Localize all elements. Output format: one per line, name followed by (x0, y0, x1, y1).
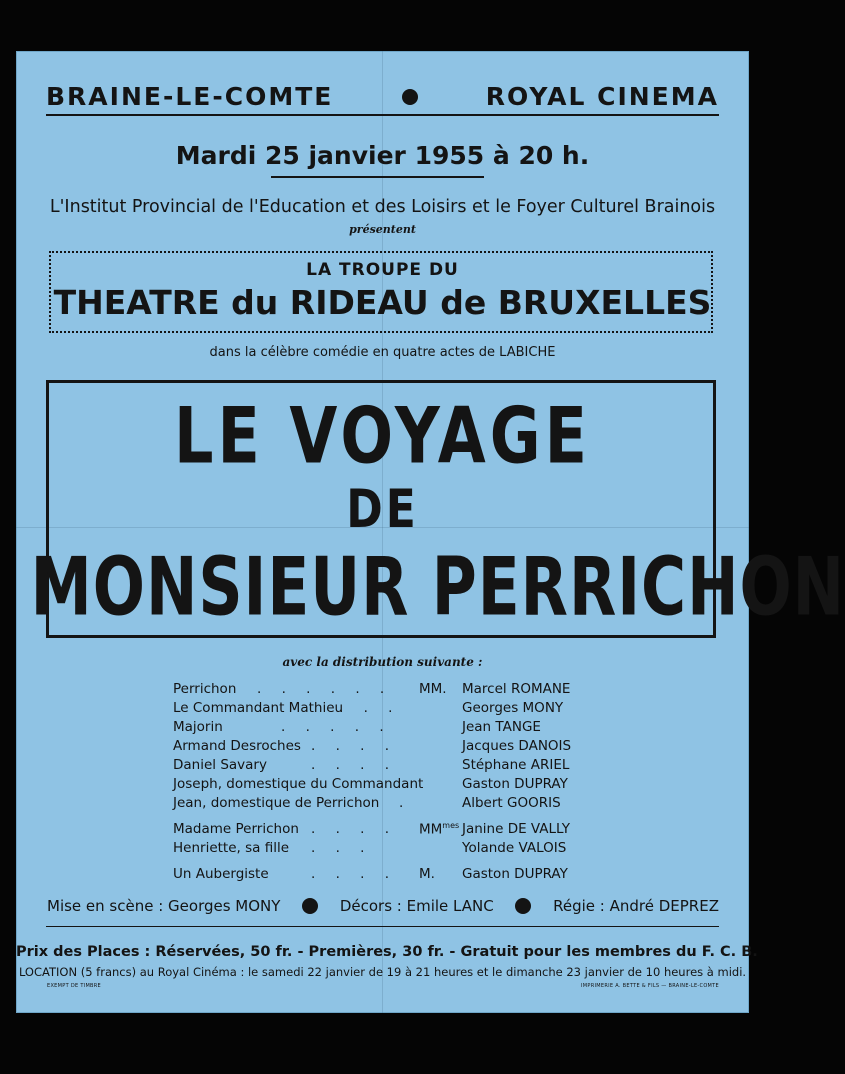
date-underline (271, 176, 484, 178)
play-description: dans la célèbre comédie en quatre actes de LABICHE (209, 345, 556, 360)
leader-dots: . . . . (311, 821, 398, 837)
event-date: Mardi 25 janvier 1955 à 20 h. (175, 141, 590, 170)
leader-dots: . . . . (311, 866, 398, 882)
credit-direction: Mise en scène : Georges MONY (47, 897, 281, 915)
leader-dots: . (399, 795, 412, 811)
venue-name: ROYAL CINEMA (485, 82, 719, 111)
title-line-2: DE (346, 479, 419, 541)
cast-role: Joseph, domestique du Commandant (173, 776, 424, 792)
honorific-text: MM (419, 821, 443, 838)
leader-dots: . . . . (311, 757, 398, 773)
leader-dots: . . . . . . (257, 681, 393, 697)
leader-dots: . . . . (311, 738, 398, 754)
cast-actor: Stéphane ARIEL (462, 757, 570, 773)
cast-honorific: MM. (419, 681, 447, 697)
cast-row (173, 719, 593, 737)
stamp-exempt-note: EXEMPT DE TIMBRE (47, 983, 102, 989)
town-name: BRAINE-LE-COMTE (46, 82, 334, 111)
title-bottom-rule (46, 635, 716, 638)
cast-actor: Yolande VALOIS (462, 840, 567, 856)
cast-row (173, 681, 593, 699)
leader-dots: . . . (339, 700, 401, 716)
cast-actor: Georges MONY (462, 700, 564, 716)
cast-row (173, 866, 593, 884)
cast-role: Majorin (173, 719, 223, 735)
cast-actor: Janine DE VALLY (462, 821, 571, 837)
credits-rule (46, 926, 719, 927)
cast-honorific: M. (419, 866, 435, 882)
title-line-1: LE VOYAGE (173, 390, 592, 482)
cast-role: Perrichon (173, 681, 237, 697)
cast-row (173, 757, 593, 775)
cast-actor: Jean TANGE (462, 719, 541, 735)
production-credits (47, 897, 719, 915)
booking-info: LOCATION (5 francs) au Royal Cinéma : le samedi 22 janvier de 19 à 21 heures et le dimanche 23 janvier de 10 heures à midi. (18, 965, 747, 979)
poster-header (46, 82, 719, 111)
distribution-label: avec la distribution suivante : (282, 655, 483, 669)
cast-row (173, 738, 593, 756)
title-top-rule (46, 380, 716, 383)
cast-actor: Gaston DUPRAY (462, 866, 568, 882)
cast-role: Daniel Savary (173, 757, 267, 773)
leader-dots: . . . . . (281, 719, 392, 735)
cast-actor: Jacques DANOIS (462, 738, 572, 754)
leader-dots: . . . (311, 840, 373, 856)
presenters-line: L'Institut Provincial de l'Education et des Loisirs et le Foyer Culturel Brainois (49, 197, 716, 217)
poster (16, 51, 845, 1013)
cast-actor: Albert GOORIS (462, 795, 561, 811)
cast-role: Le Commandant Mathieu (173, 700, 344, 716)
cast-actor: Gaston DUPRAY (462, 776, 568, 792)
cast-role: Jean, domestique de Perrichon (173, 795, 380, 811)
cast-role: Henriette, sa fille (173, 840, 290, 856)
cast-actor: Marcel ROMANE (462, 681, 571, 697)
title-line-3: MONSIEUR PERRICHON (30, 542, 845, 635)
bullet-dot-icon (515, 898, 531, 914)
cast-row (173, 821, 593, 839)
cast-role: Armand Desroches (173, 738, 301, 754)
printer-credit: IMPRIMERIE A. BETTE & FILS — BRAINE-LE-COMTE (581, 983, 719, 989)
presentent-label: présentent (349, 223, 416, 236)
cast-row (173, 776, 593, 794)
ticket-prices: Prix des Places : Réservées, 50 fr. - Premières, 30 fr. - Gratuit pour les membres du F. C. B. (16, 944, 758, 960)
header-rule (46, 114, 719, 116)
credit-stage-management: Régie : André DEPREZ (553, 897, 719, 915)
cast-row (173, 840, 593, 858)
troupe-line-2: THEATRE du RIDEAU de BRUXELLES (53, 283, 712, 322)
troupe-line-1: LA TROUPE DU (306, 260, 459, 280)
cast-role: Un Aubergiste (173, 866, 269, 882)
cast-honorific (419, 821, 459, 838)
cast-row (173, 700, 593, 718)
bullet-dot-icon (402, 89, 418, 105)
honorific-superscript: mes (442, 821, 460, 830)
bullet-dot-icon (302, 898, 318, 914)
credit-sets: Décors : Emile LANC (339, 897, 494, 915)
cast-role: Madame Perrichon (173, 821, 299, 837)
cast-row (173, 795, 593, 813)
